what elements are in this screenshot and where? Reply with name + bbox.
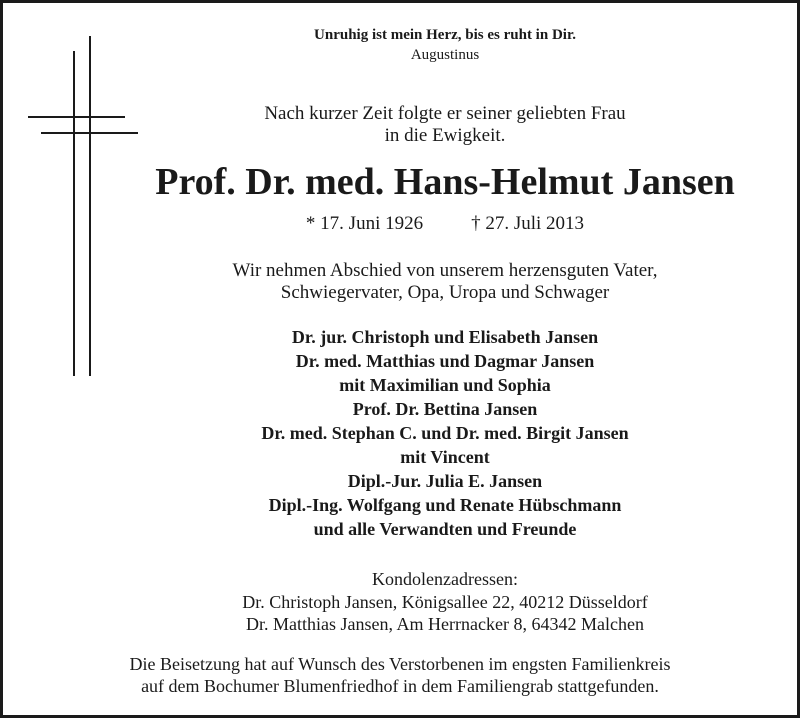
motto-quote: Unruhig ist mein Herz, bis es ruht in Dir.	[314, 27, 576, 43]
farewell-line-2: Schwiegervater, Opa, Uropa und Schwager	[280, 282, 610, 303]
intro-line-2: in die Ewigkeit.	[384, 125, 506, 146]
mourner-line: Dipl.-Ing. Wolfgang und Renate Hübschmann	[268, 495, 622, 515]
condolence-address-2: Dr. Matthias Jansen, Am Herrnacker 8, 64342 Malchen	[246, 614, 644, 634]
farewell-line-1: Wir nehmen Abschied von unserem herzensguten Vater,	[232, 260, 658, 281]
mourner-line: mit Maximilian und Sophia	[339, 375, 551, 395]
mourner-line: Prof. Dr. Bettina Jansen	[352, 399, 538, 419]
burial-line-1: Die Beisetzung hat auf Wunsch des Verstorbenen im engsten Familienkreis	[129, 654, 671, 674]
burial-line-2: auf dem Bochumer Blumenfriedhof in dem Familiengrab stattgefunden.	[141, 676, 659, 696]
mourner-line: Dr. jur. Christoph und Elisabeth Jansen	[291, 327, 599, 347]
birth-date: * 17. Juni 1926	[305, 213, 424, 234]
condolence-heading: Kondolenzadressen:	[372, 569, 518, 589]
cross-vertical-bar-right	[89, 36, 91, 376]
condolence-address-1: Dr. Christoph Jansen, Königsallee 22, 40212 Düsseldorf	[242, 592, 648, 612]
mourner-line: und alle Verwandten und Freunde	[313, 519, 577, 539]
life-dates	[93, 213, 797, 235]
mourner-line: Dr. med. Matthias und Dagmar Jansen	[295, 351, 595, 371]
intro-line-1: Nach kurzer Zeit folgte er seiner geliebten Frau	[264, 103, 626, 124]
deceased-name: Prof. Dr. med. Hans-Helmut Jansen	[155, 161, 735, 203]
mourner-line: mit Vincent	[400, 447, 490, 467]
cross-vertical-bar-left	[73, 51, 75, 376]
motto-author: Augustinus	[410, 47, 480, 63]
mourner-line: Dipl.-Jur. Julia E. Jansen	[347, 471, 543, 491]
mourner-line: Dr. med. Stephan C. und Dr. med. Birgit Jansen	[261, 423, 629, 443]
death-date: † 27. Juli 2013	[471, 213, 585, 234]
